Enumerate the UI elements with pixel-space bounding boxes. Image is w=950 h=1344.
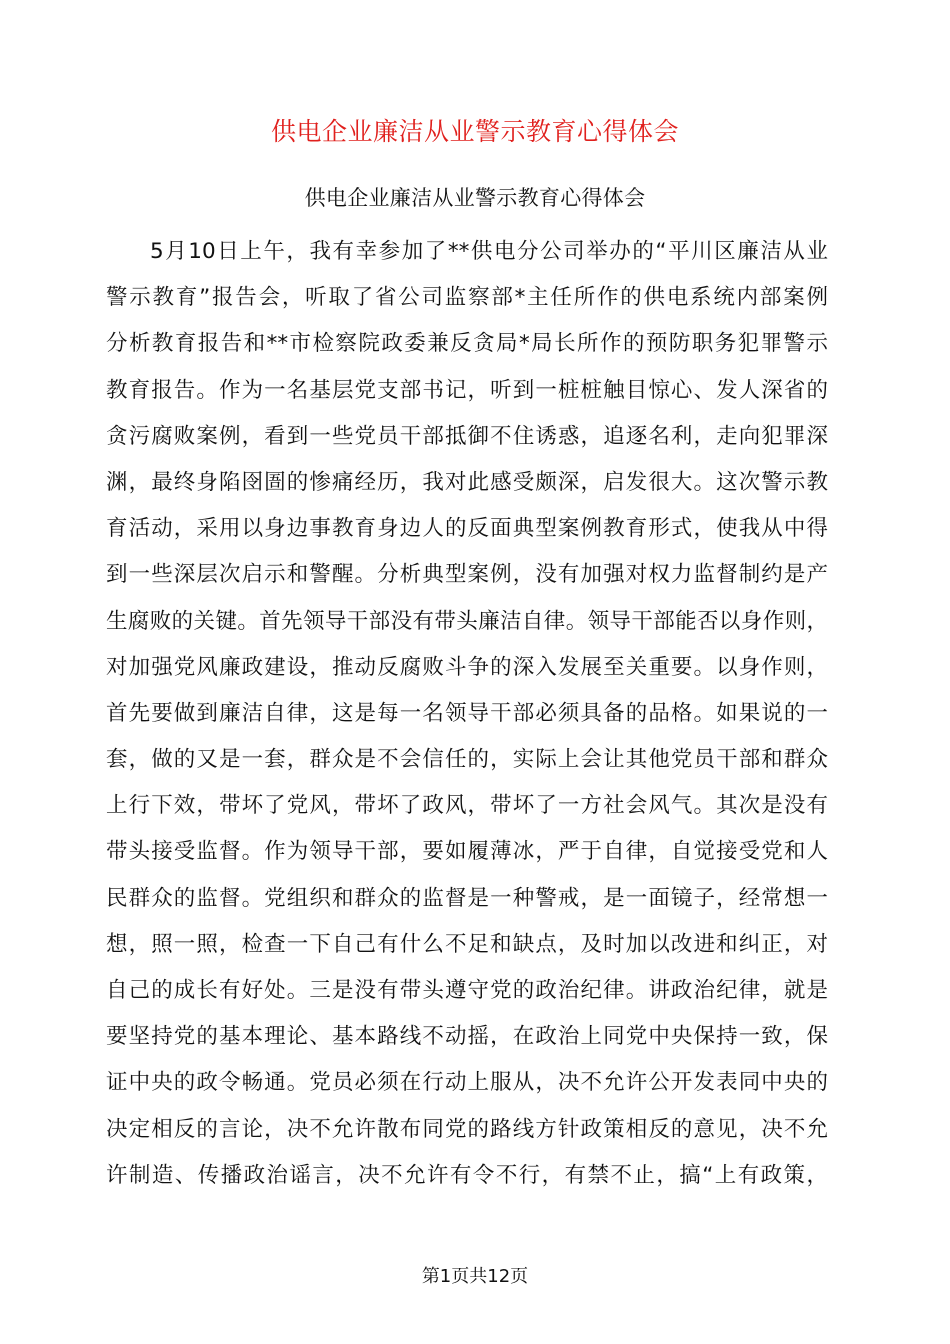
body-line: 许制造、传播政治谣言，决不允许有令不行，有禁不止，搞“上有政策， bbox=[106, 1162, 828, 1188]
body-paragraph bbox=[106, 229, 828, 1199]
page-number-footer: 第1页共12页 bbox=[421, 1266, 529, 1287]
body-line: 贪污腐败案例，看到一些党员干部抵御不住诱惑，追逐名利，走向犯罪深 bbox=[106, 423, 828, 449]
body-line: 教育报告。作为一名基层党支部书记，听到一桩桩触目惊心、发人深省的 bbox=[106, 377, 828, 403]
body-line: 到一些深层次启示和警醒。分析典型案例，没有加强对权力监督制约是产 bbox=[106, 562, 828, 588]
body-line: 育活动，采用以身边事教育身边人的反面典型案例教育形式，使我从中得 bbox=[106, 516, 828, 542]
body-line: 上行下效，带坏了党风，带坏了政风，带坏了一方社会风气。其次是没有 bbox=[106, 793, 828, 819]
body-line: 想，照一照，检查一下自己有什么不足和缺点，及时加以改进和纠正，对 bbox=[106, 931, 828, 957]
document-title: 供电企业廉洁从业警示教育心得体会 bbox=[270, 117, 679, 146]
body-line: 警示教育”报告会，听取了省公司监察部*主任所作的供电系统内部案例 bbox=[106, 285, 828, 311]
document-subtitle: 供电企业廉洁从业警示教育心得体会 bbox=[304, 186, 646, 210]
body-line: 决定相反的言论，决不允许散布同党的路线方针政策相反的意见，决不允 bbox=[106, 1116, 828, 1142]
body-line: 分析教育报告和**市检察院政委兼反贪局*局长所作的预防职务犯罪警示 bbox=[106, 331, 828, 357]
body-line: 首先要做到廉洁自律，这是每一名领导干部必须具备的品格。如果说的一 bbox=[106, 700, 828, 726]
body-line: 带头接受监督。作为领导干部，要如履薄冰，严于自律，自觉接受党和人 bbox=[106, 839, 828, 865]
body-line: 生腐败的关键。首先领导干部没有带头廉洁自律。领导干部能否以身作则， bbox=[106, 608, 828, 634]
body-line: 对加强党风廉政建设，推动反腐败斗争的深入发展至关重要。以身作则， bbox=[106, 654, 828, 680]
body-line: 证中央的政令畅通。党员必须在行动上服从，决不允许公开发表同中央的 bbox=[106, 1070, 828, 1096]
body-line: 要坚持党的基本理论、基本路线不动摇，在政治上同党中央保持一致，保 bbox=[106, 1024, 828, 1050]
body-line: 渊，最终身陷囹圄的惨痛经历，我对此感受颇深，启发很大。这次警示教 bbox=[106, 469, 828, 495]
body-line: 套，做的又是一套，群众是不会信任的，实际上会让其他党员干部和群众 bbox=[106, 747, 828, 773]
body-line: 民群众的监督。党组织和群众的监督是一种警戒，是一面镜子，经常想一 bbox=[106, 885, 828, 911]
body-line: 5月10日上午，我有幸参加了**供电分公司举办的“平川区廉洁从业 bbox=[150, 239, 828, 264]
body-line: 自己的成长有好处。三是没有带头遵守党的政治纪律。讲政治纪律，就是 bbox=[106, 978, 828, 1003]
